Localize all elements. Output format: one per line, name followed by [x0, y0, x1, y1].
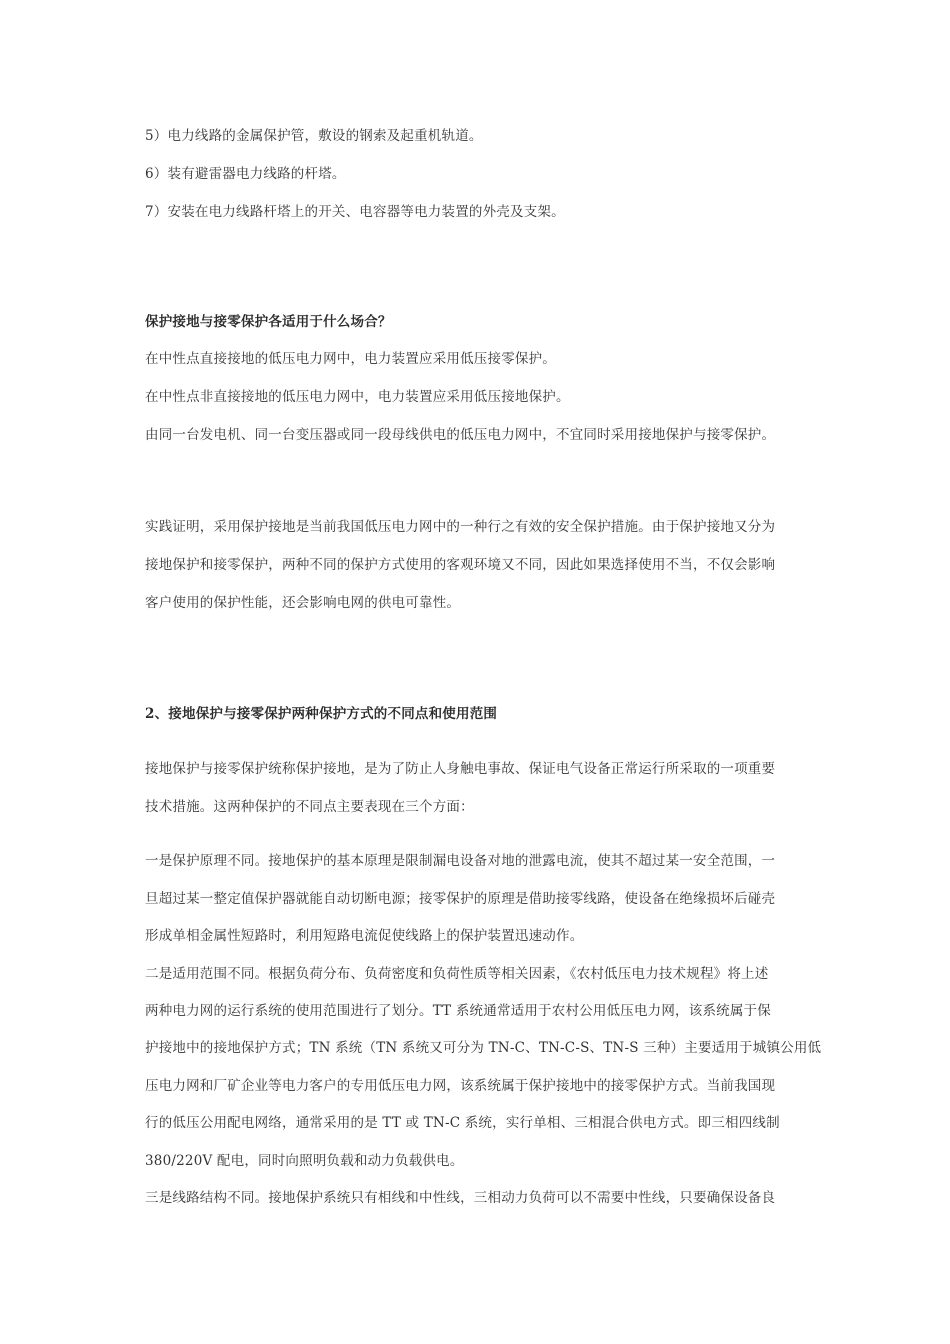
point1-line-2: 旦超过某一整定值保护器就能自动切断电源；接零保护的原理是借助接零线路，使设备在绝缘损坏后碰壳	[145, 891, 776, 907]
intro-line-1: 接地保护与接零保护统称保护接地，是为了防止人身触电事故、保证电气设备正常运行所采取的一项重要	[145, 761, 776, 777]
paragraph-line-3: 客户使用的保护性能，还会影响电网的供电可靠性。	[145, 595, 461, 611]
question-heading: 保护接地与接零保护各适用于什么场合？	[145, 314, 392, 330]
intro-line-2: 技术措施。这两种保护的不同点主要表现在三个方面：	[145, 799, 474, 815]
point2-line-1: 二是适用范围不同。根据负荷分布、负荷密度和负荷性质等相关因素，《农村低压电力技术规程》将上述	[145, 966, 769, 982]
answer-line-1: 在中性点直接接地的低压电力网中，电力装置应采用低压接零保护。	[145, 351, 556, 367]
list-item-5: 5）电力线路的金属保护管，敷设的钢索及起重机轨道。	[145, 128, 483, 144]
paragraph-line-1: 实践证明，采用保护接地是当前我国低压电力网中的一种行之有效的安全保护措施。由于保护接地又分为	[145, 519, 776, 535]
point2-line-4: 压电力网和厂矿企业等电力客户的专用低压电力网，该系统属于保护接地中的接零保护方式。当前我国现	[145, 1078, 776, 1094]
paragraph-line-2: 接地保护和接零保护，两种不同的保护方式使用的客观环境又不同，因此如果选择使用不当，不仅会影响	[145, 557, 776, 573]
point1-line-1: 一是保护原理不同。接地保护的基本原理是限制漏电设备对地的泄露电流，使其不超过某一安全范围，一	[145, 853, 776, 869]
point2-line-2: 两种电力网的运行系统的使用范围进行了划分。TT 系统通常适用于农村公用低压电力网，该系统属于保	[145, 1003, 771, 1019]
point1-line-3: 形成单相金属性短路时，利用短路电流促使线路上的保护装置迅速动作。	[145, 928, 584, 944]
answer-line-2: 在中性点非直接接地的低压电力网中，电力装置应采用低压接地保护。	[145, 389, 570, 405]
point2-line-6: 380/220V 配电，同时向照明负载和动力负载供电。	[145, 1153, 464, 1169]
point2-line-3: 护接地中的接地保护方式；TN 系统（TN 系统又可分为 TN-C、TN-C-S、TN-S 三种）主要适用于城镇公用低	[145, 1040, 822, 1056]
point2-line-5: 行的低压公用配电网络，通常采用的是 TT 或 TN-C 系统，实行单相、三相混合供电方式。即三相四线制	[145, 1115, 780, 1131]
list-item-7: 7）安装在电力线路杆塔上的开关、电容器等电力装置的外壳及支架。	[145, 204, 565, 220]
answer-line-3: 由同一台发电机、同一台变压器或同一段母线供电的低压电力网中，不宜同时采用接地保护与接零保护。	[145, 427, 776, 443]
point3-line-1: 三是线路结构不同。接地保护系统只有相线和中性线，三相动力负荷可以不需要中性线，只要确保设备良	[145, 1190, 776, 1206]
section-heading: 2、接地保护与接零保护两种保护方式的不同点和使用范围	[145, 706, 498, 722]
list-item-6: 6）装有避雷器电力线路的杆塔。	[145, 166, 346, 182]
